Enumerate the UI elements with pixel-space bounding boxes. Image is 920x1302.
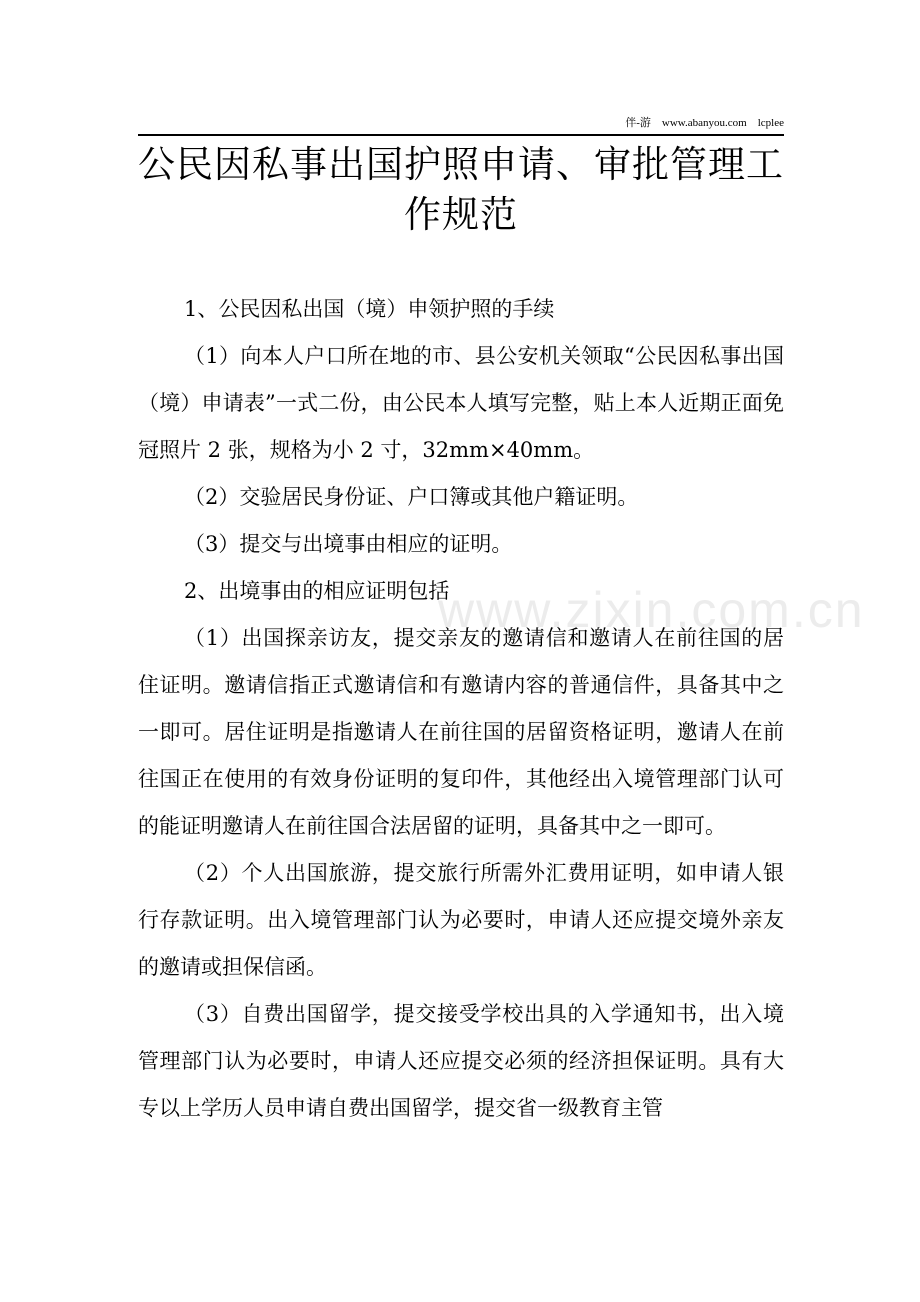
paragraph: （2）个人出国旅游，提交旅行所需外汇费用证明，如申请人银行存款证明。出入境管理部门认为必要时，申请人还应提交境外亲友的邀请或担保信函。 (138, 861, 784, 979)
watermark: www.zixin.com.cn (438, 582, 865, 638)
paragraph: （1）向本人户口所在地的市、县公安机关领取“公民因私事出国（境）申请表”一式二份，由公民本人填写完整，贴上本人近期正面免冠照片 2 张，规格为小 2 寸，32mm×40mm。 (138, 344, 784, 462)
paragraph: （3）自费出国留学，提交接受学校出具的入学通知书，出入境管理部门认为必要时，申请人还应提交必须的经济担保证明。具有大专以上学历人员申请自费出国留学，提交省一级教育主管 (138, 1002, 784, 1120)
header-rule (138, 134, 784, 136)
document-title: 公民因私事出国护照申请、审批管理工作规范 (138, 143, 784, 236)
paragraph: 1、公民因私出国（境）申领护照的手续 (184, 297, 555, 321)
page-header: 伴-游 www.abanyou.com lcplee (625, 117, 784, 129)
document-body (138, 286, 784, 1132)
paragraph: （1）出国探亲访友，提交亲友的邀请信和邀请人在前往国的居住证明。邀请信指正式邀请信和有邀请内容的普通信件，具备其中之一即可。居住证明是指邀请人在前往国的居留资格证明，邀请人在前往国正在使用的有效身份证明的复印件，其他经出入境管理部门认可的能证明邀请人在前往国合法居留的证明，具备其中之一即可。 (138, 626, 784, 838)
paragraph: 2、出境事由的相应证明包括 (184, 579, 450, 603)
paragraph: （2）交验居民身份证、户口簿或其他户籍证明。 (184, 485, 639, 509)
paragraph: （3）提交与出境事由相应的证明。 (184, 532, 513, 556)
